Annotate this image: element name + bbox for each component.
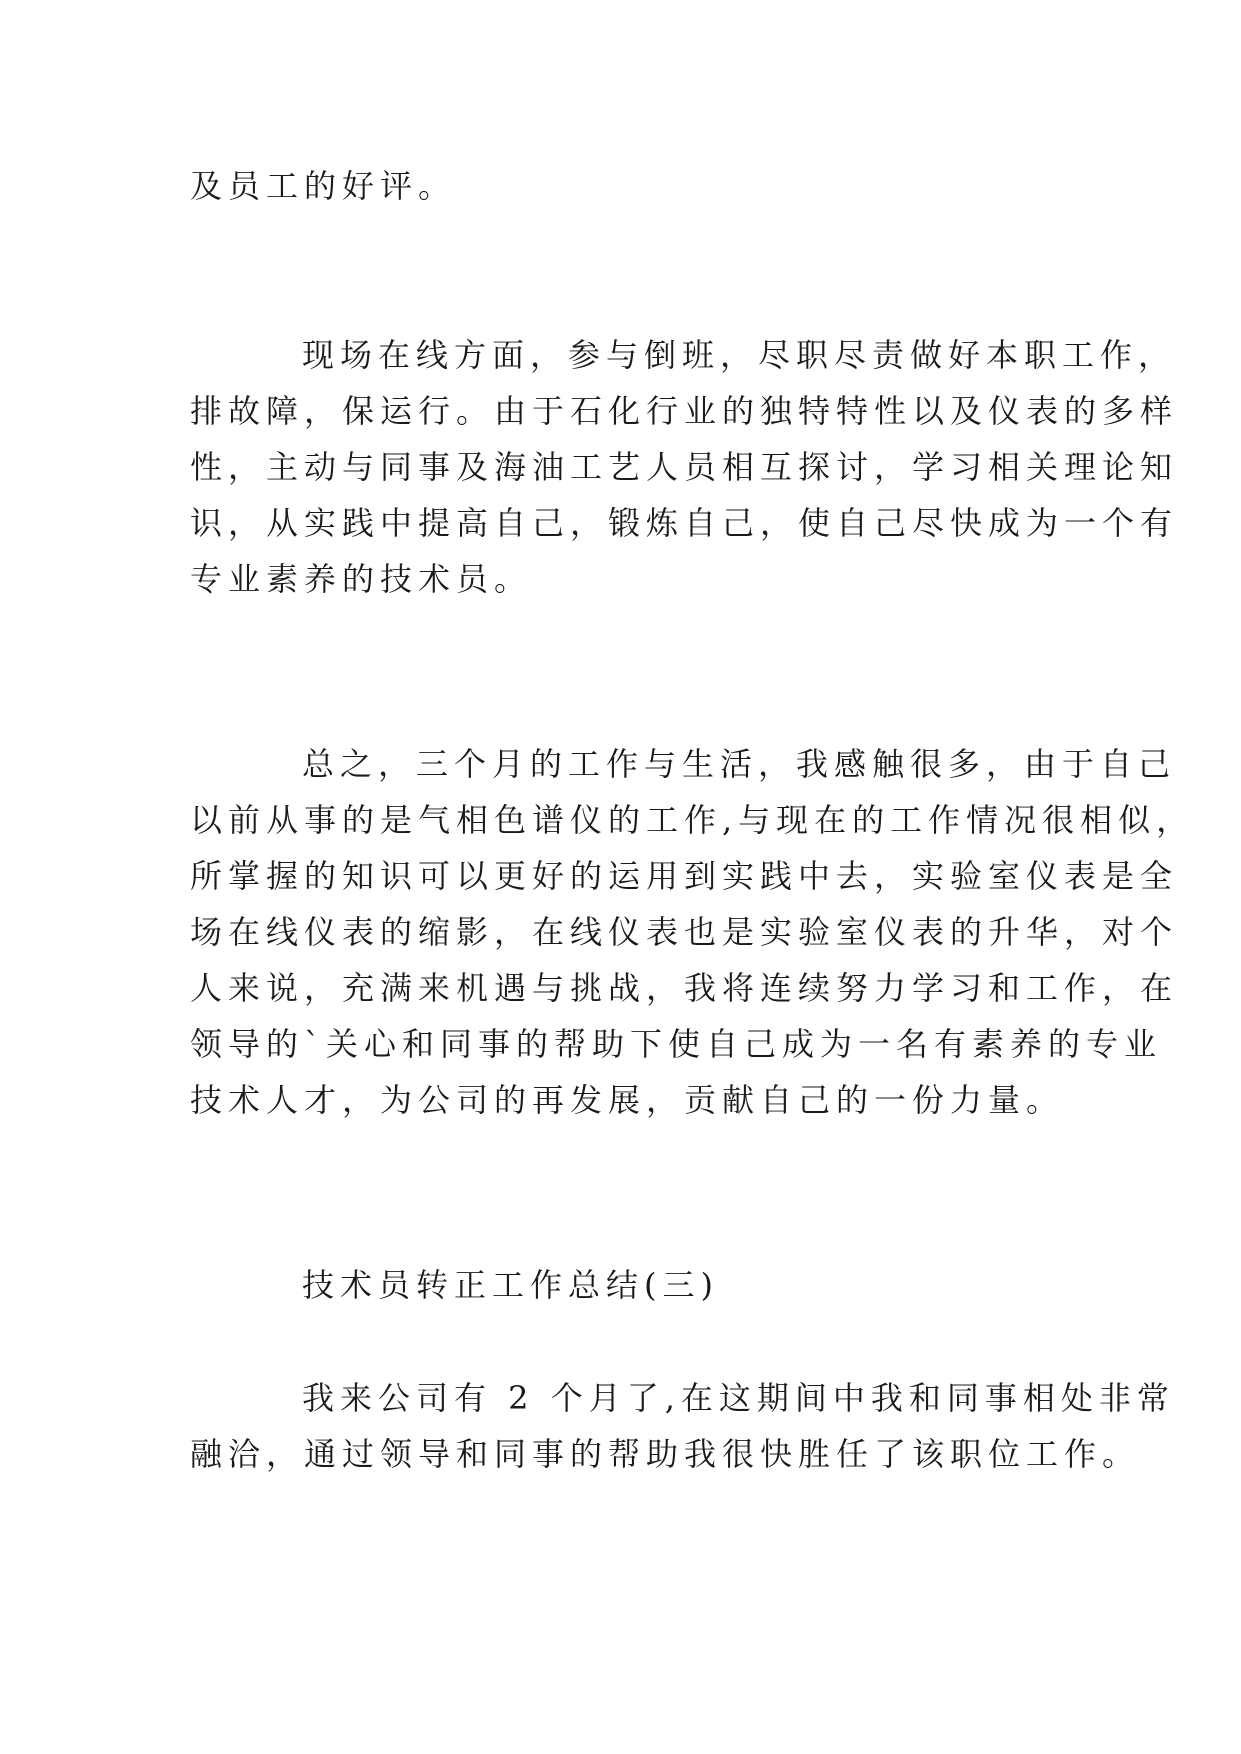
- text-line: 以前从事的是气相色谱仪的工作,与现在的工作情况很相似，: [190, 801, 1195, 839]
- text-line: 融洽，通过领导和同事的帮助我很快胜任了该职位工作。: [190, 1435, 1141, 1473]
- text-line: 排故障，保运行。由于石化行业的独特特性以及仪表的多样: [190, 392, 1179, 430]
- text-line: 所掌握的知识可以更好的运用到实践中去，实验室仪表是全: [190, 857, 1179, 895]
- text-line: 识，从实践中提高自己，锻炼自己，使自己尽快成为一个有: [190, 504, 1179, 542]
- text-line: 专业素养的技术员。: [190, 560, 533, 598]
- text-line: 技术人才，为公司的再发展，贡献自己的一份力量。: [190, 1081, 1065, 1119]
- paragraph-first-line: 现场在线方面，参与倒班，尽职尽责做好本职工作，: [302, 336, 1177, 374]
- text-line: 领导的`关心和同事的帮助下使自己成为一名有素养的专业: [190, 1025, 1163, 1063]
- text-line: 性，主动与同事及海油工艺人员相互探讨，学习相关理论知: [190, 448, 1179, 486]
- paragraph-first-line: 我来公司有 2 个月了,在这期间中我和同事相处非常: [302, 1379, 1175, 1417]
- text-line: 场在线仪表的缩影，在线仪表也是实验室仪表的升华，对个: [190, 913, 1179, 951]
- section-heading: 技术员转正工作总结(三): [302, 1266, 719, 1304]
- paragraph-first-line: 总之，三个月的工作与生活，我感触很多，由于自己: [302, 745, 1177, 783]
- text-line: 人来说，充满来机遇与挑战，我将连续努力学习和工作，在: [190, 969, 1179, 1007]
- text-line: 及员工的好评。: [190, 167, 457, 205]
